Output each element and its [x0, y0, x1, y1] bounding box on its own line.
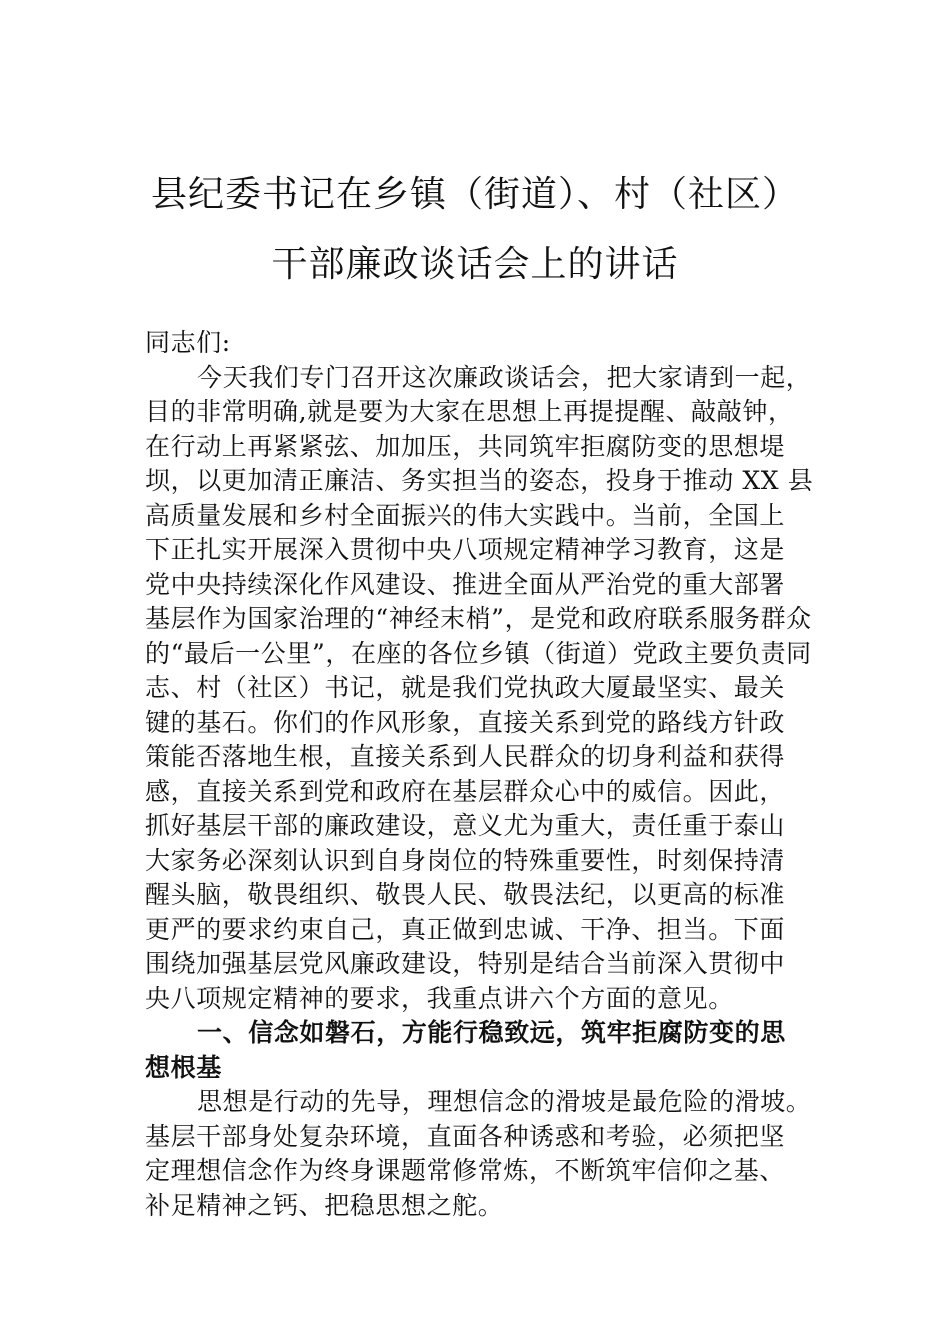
paragraph-line: 围绕加强基层党风廉政建设，特别是结合当前深入贯彻中	[145, 949, 786, 978]
paragraph-line: 党中央持续深化作风建设、推进全面从严治党的重大部署	[145, 569, 786, 599]
paragraph-line: 高质量发展和乡村全面振兴的伟大实践中。当前，全国上	[145, 500, 786, 530]
paragraph-line: 在行动上再紧紧弦、加加压，共同筑牢拒腐防变的思想堤	[145, 431, 786, 461]
document-title-line-2: 干部廉政谈话会上的讲话	[271, 244, 679, 285]
section-heading-1	[145, 1016, 825, 1085]
paragraph-line: 键的基石。你们的作风形象，直接关系到党的路线方针政	[145, 707, 786, 737]
paragraph-line: 策能否落地生根，直接关系到人民群众的切身利益和获得	[145, 742, 786, 771]
paragraph-line: 目的非常明确,就是要为大家在思想上再提提醒、敲敲钟，	[145, 397, 794, 426]
paragraph-line: 基层干部身处复杂环境，直面各种诱惑和考验，必须把坚	[145, 1121, 786, 1151]
paragraph-line: 基层作为国家治理的“神经末梢”，是党和政府联系服务群众	[145, 604, 812, 633]
paragraph-line: 更严的要求约束自己，真正做到忠诚、干净、担当。下面	[145, 914, 786, 944]
paragraph-line: 感，直接关系到党和政府在基层群众心中的威信。因此，	[145, 776, 786, 806]
paragraph-line: 补足精神之钙、把稳思想之舵。	[145, 1190, 504, 1220]
document-body	[145, 326, 825, 1223]
paragraph-line: 抓好基层干部的廉政建设，意义尤为重大，责任重于泰山	[145, 811, 786, 840]
paragraph-2	[145, 1085, 825, 1223]
paragraph-line: 大家务必深刻认识到自身岗位的特殊重要性，时刻保持清	[145, 845, 786, 875]
salutation: 同志们:	[145, 328, 231, 357]
paragraph-line: 央八项规定精神的要求，我重点讲六个方面的意见。	[145, 983, 734, 1013]
paragraph-line: 志、村（社区）书记，就是我们党执政大厦最坚实、最关	[145, 673, 786, 702]
paragraph-line: 定理想信念作为终身课题常修常炼，不断筑牢信仰之基、	[145, 1156, 786, 1185]
paragraph-line: 今天我们专门召开这次廉政谈话会，把大家请到一起，	[197, 362, 812, 392]
paragraph-line: 醒头脑，敬畏组织、敬畏人民、敬畏法纪，以更高的标准	[145, 880, 786, 909]
document-title-line-1: 县纪委书记在乡镇（街道）、村（社区）	[150, 174, 799, 215]
paragraph-line: 的“最后一公里”，在座的各位乡镇（街道）党政主要负责同	[145, 638, 812, 668]
section-heading-line: 一、信念如磐石，方能行稳致远，筑牢拒腐防变的思	[197, 1018, 786, 1047]
paragraph-line: 思想是行动的先导，理想信念的滑坡是最危险的滑坡。	[197, 1087, 812, 1116]
paragraph-line: 坝，以更加清正廉洁、务实担当的姿态，投身于推动 XX 县	[145, 466, 814, 495]
paragraph-line: 下正扎实开展深入贯彻中央八项规定精神学习教育，这是	[145, 535, 786, 564]
paragraph-1	[145, 361, 825, 1017]
section-heading-line: 想根基	[145, 1052, 222, 1082]
